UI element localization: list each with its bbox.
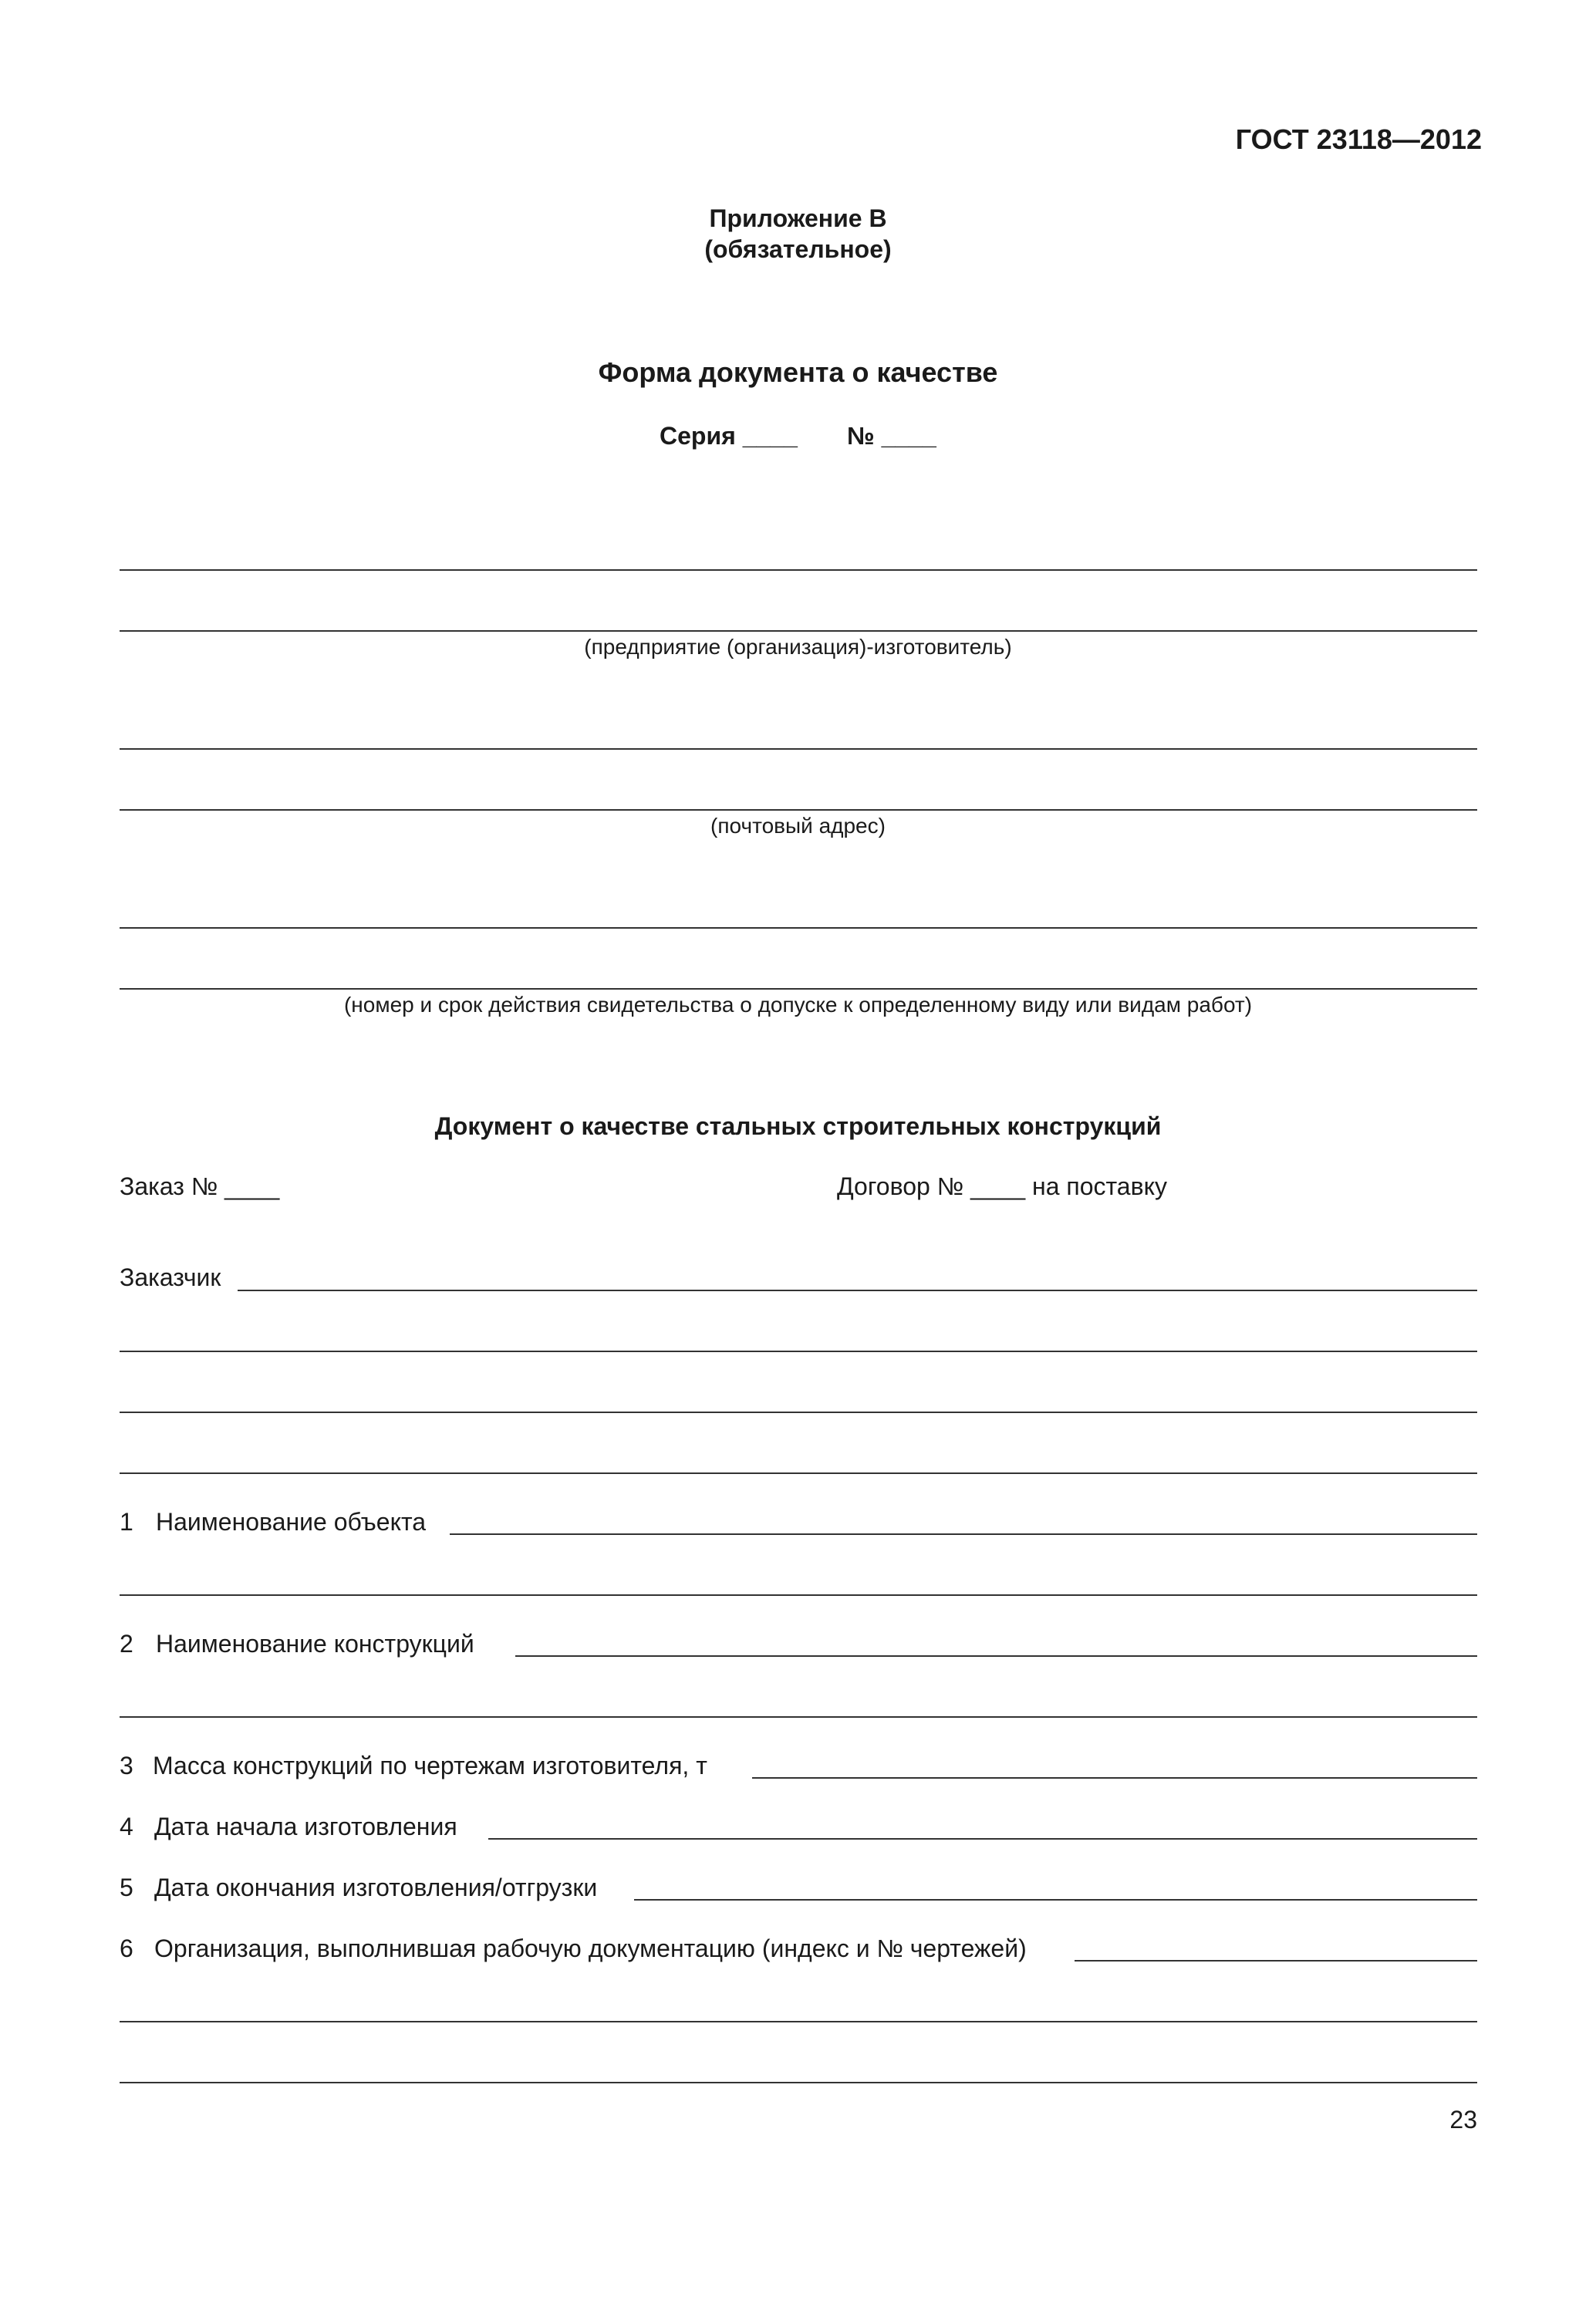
form-title: Форма документа о качестве — [598, 356, 998, 388]
certificate-line-2[interactable] — [120, 988, 1477, 990]
field-4-label: Дата начала изготовления — [154, 1813, 457, 1840]
customer-line-2[interactable] — [120, 1351, 1477, 1352]
certificate-caption: (номер и срок действия свидетельства о допуске к определенному виду или видам работ) — [343, 993, 1253, 1017]
customer-line-3[interactable] — [120, 1412, 1477, 1413]
manufacturer-line-2[interactable] — [120, 630, 1477, 632]
customer-label: Заказчик — [120, 1263, 221, 1291]
field-2-input-line[interactable] — [515, 1655, 1477, 1657]
field-5-label: Дата окончания изготовления/отгрузки — [154, 1874, 598, 1901]
field-3-label: Масса конструкций по чертежам изготовителя, т — [153, 1752, 707, 1779]
field-6-line-2[interactable] — [120, 2021, 1477, 2022]
annex-status: (обязательное) — [704, 235, 892, 263]
certificate-line-1[interactable] — [120, 927, 1477, 929]
field-5-number: 5 — [120, 1874, 133, 1901]
field-3-input-line[interactable] — [752, 1777, 1477, 1779]
field-4-number: 4 — [120, 1813, 133, 1840]
manufacturer-caption: (предприятие (организация)-изготовитель) — [584, 635, 1012, 659]
standard-code: ГОСТ 23118—2012 — [1235, 123, 1482, 155]
page-number: 23 — [1449, 2106, 1477, 2134]
field-4-input-line[interactable] — [488, 1838, 1477, 1840]
field-6-number: 6 — [120, 1935, 133, 1962]
series-label: Серия ____ — [660, 422, 798, 450]
field-6-line-3[interactable] — [120, 2082, 1477, 2083]
field-6-input-line[interactable] — [1075, 1960, 1477, 1962]
field-1-line-2[interactable] — [120, 1594, 1477, 1596]
manufacturer-line-1[interactable] — [120, 569, 1477, 571]
address-caption: (почтовый адрес) — [710, 814, 886, 838]
field-2-line-2[interactable] — [120, 1716, 1477, 1718]
field-1-input-line[interactable] — [450, 1533, 1477, 1535]
address-line-1[interactable] — [120, 748, 1477, 750]
field-1-number: 1 — [120, 1508, 133, 1536]
field-6-label: Организация, выполнившая рабочую документацию (индекс и № чертежей) — [154, 1935, 1027, 1962]
contract-label: Договор № ____ на поставку — [837, 1172, 1167, 1200]
customer-line-4[interactable] — [120, 1472, 1477, 1474]
customer-input-line[interactable] — [238, 1290, 1477, 1291]
annex-title: Приложение В — [709, 204, 887, 232]
number-label: № ____ — [847, 422, 936, 450]
field-2-label: Наименование конструкций — [156, 1630, 474, 1658]
address-line-2[interactable] — [120, 809, 1477, 811]
field-2-number: 2 — [120, 1630, 133, 1658]
document-title: Документ о качестве стальных строительных конструкций — [434, 1112, 1162, 1140]
field-5-input-line[interactable] — [634, 1899, 1477, 1901]
order-label: Заказ № ____ — [120, 1172, 280, 1200]
field-1-label: Наименование объекта — [156, 1508, 427, 1536]
field-3-number: 3 — [120, 1752, 133, 1779]
